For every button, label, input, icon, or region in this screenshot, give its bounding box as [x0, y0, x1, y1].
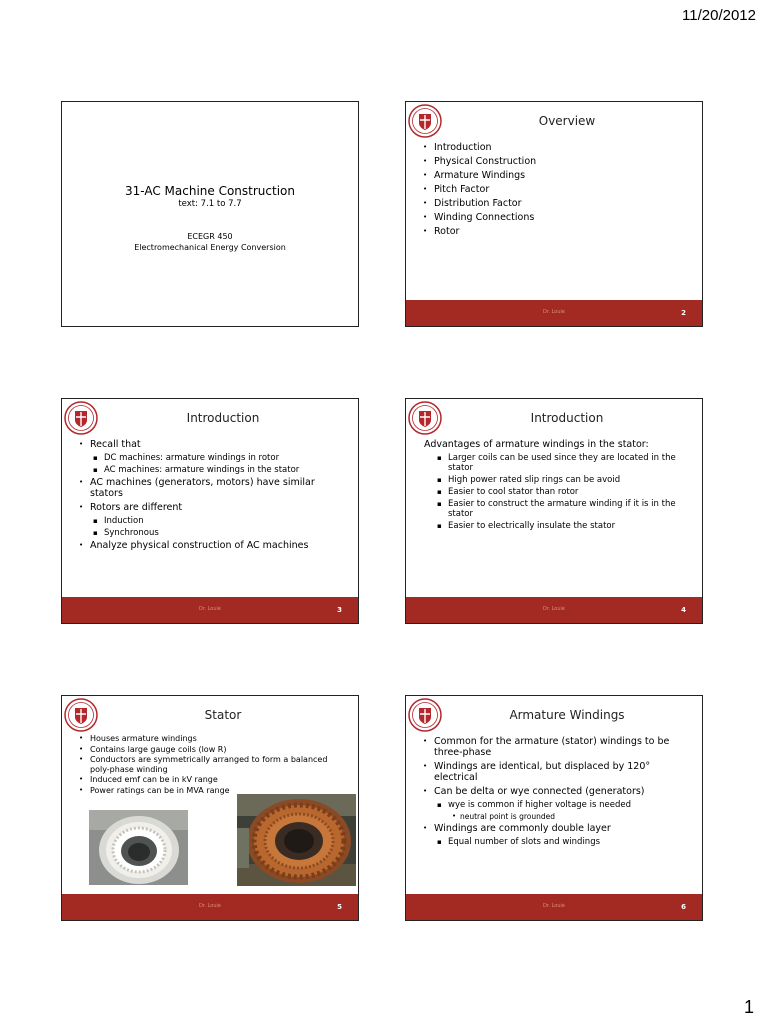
- page-number: 1: [743, 997, 754, 1017]
- university-seal-icon: [408, 401, 442, 435]
- slide-1-course: ECEGR 450: [187, 232, 233, 241]
- slide-number: 2: [681, 309, 686, 317]
- list-item: • Induced emf can be in kV range: [76, 775, 348, 785]
- slide-2-title: Overview: [538, 114, 596, 128]
- armature-list: [420, 736, 692, 849]
- slide-footer: [406, 300, 702, 326]
- slide-1-title: 31-AC Machine Construction: [125, 184, 295, 198]
- slide-6-title: Armature Windings: [509, 708, 625, 722]
- list-item: ▪ High power rated slip rings can be avoid: [420, 475, 692, 485]
- list-item: • Armature Windings: [420, 170, 692, 181]
- footer-author: Dr. Louie: [542, 606, 566, 612]
- slide-4-title: Introduction: [530, 411, 604, 425]
- slide-footer: [62, 597, 358, 623]
- list-item: ▪ Easier to electrically insulate the stator: [420, 521, 692, 531]
- footer-author: Dr. Louie: [542, 309, 566, 315]
- list-item: • Physical Construction: [420, 156, 692, 167]
- slide-2: [405, 101, 703, 327]
- slide-3: [61, 398, 359, 624]
- overview-list: [420, 142, 692, 240]
- footer-author: Dr. Louie: [198, 903, 222, 909]
- list-item: • Contains large gauge coils (low R): [76, 745, 348, 755]
- list-item: • Winding Connections: [420, 212, 692, 223]
- slide-1: [61, 101, 359, 327]
- introduction-list: [76, 439, 348, 554]
- list-item: ▪ Synchronous: [76, 528, 348, 538]
- stator-list: [76, 734, 348, 796]
- slide-footer: [62, 894, 358, 920]
- slide-footer: [406, 597, 702, 623]
- university-seal-icon: [408, 104, 442, 138]
- list-item: ▪ Induction: [76, 516, 348, 526]
- stator-winding-photo: [237, 794, 356, 886]
- slide-4: [405, 398, 703, 624]
- list-intro: Advantages of armature windings in the stator:: [424, 439, 649, 450]
- slide-number: 3: [337, 606, 342, 614]
- list-item: • Introduction: [420, 142, 692, 153]
- slide-number: 5: [337, 903, 342, 911]
- list-item: • Rotors are different: [76, 502, 348, 513]
- list-item: • Rotor: [420, 226, 692, 237]
- slide-footer: [406, 894, 702, 920]
- university-seal-icon: [64, 401, 98, 435]
- list-item: • Windings are identical, but displaced by 120° electrical: [420, 761, 692, 783]
- slide-3-title: Introduction: [186, 411, 260, 425]
- list-item: ▪ wye is common if higher voltage is needed: [420, 800, 692, 810]
- slide-1-subtitle: text: 7.1 to 7.7: [178, 199, 242, 209]
- slide-number: 6: [681, 903, 686, 911]
- list-item: • Houses armature windings: [76, 734, 348, 744]
- advantages-list: [420, 439, 692, 533]
- list-item: ▪ Easier to construct the armature winding if it is in the stator: [420, 499, 692, 519]
- list-item: • Power ratings can be in MVA range: [76, 786, 348, 796]
- footer-author: Dr. Louie: [542, 903, 566, 909]
- stator-photo: [89, 810, 188, 885]
- list-item: • Common for the armature (stator) windings to be three-phase: [420, 736, 692, 758]
- list-item: • Analyze physical construction of AC machines: [76, 540, 348, 551]
- list-item: • Distribution Factor: [420, 198, 692, 209]
- university-seal-icon: [64, 698, 98, 732]
- slide-number: 4: [681, 606, 686, 614]
- list-item: • Pitch Factor: [420, 184, 692, 195]
- slide-5: [61, 695, 359, 921]
- page-date: 11/20/2012: [682, 7, 756, 24]
- list-item: ▪ DC machines: armature windings in rotor: [76, 453, 348, 463]
- list-item: • Recall that: [76, 439, 348, 450]
- footer-author: Dr. Louie: [198, 606, 222, 612]
- list-item: • Windings are commonly double layer: [420, 823, 692, 834]
- university-seal-icon: [408, 698, 442, 732]
- slide-5-title: Stator: [204, 708, 242, 722]
- list-item: • neutral point is grounded: [420, 812, 692, 821]
- list-item: ▪ Equal number of slots and windings: [420, 837, 692, 847]
- slide-1-course-name: Electromechanical Energy Conversion: [134, 243, 286, 252]
- list-item: • Conductors are symmetrically arranged to form a balanced poly-phase winding: [76, 755, 348, 774]
- slide-6: [405, 695, 703, 921]
- list-item: • Can be delta or wye connected (generators): [420, 786, 692, 797]
- list-item: ▪ AC machines: armature windings in the stator: [76, 465, 348, 475]
- list-item: ▪ Easier to cool stator than rotor: [420, 487, 692, 497]
- list-item: ▪ Larger coils can be used since they are located in the stator: [420, 453, 692, 473]
- list-item: • AC machines (generators, motors) have similar stators: [76, 477, 348, 499]
